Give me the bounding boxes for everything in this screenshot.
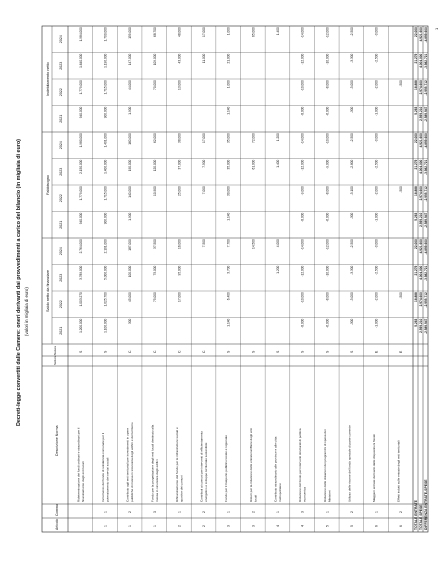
cell-value: 1.779.000	[78, 80, 83, 95]
cell-natura: S	[325, 350, 330, 353]
cell-articolo: 6	[399, 525, 404, 527]
cell-comma: 2	[251, 511, 256, 513]
cell-value: 1.190.000	[103, 53, 108, 68]
cell-value: 14.500	[251, 239, 256, 249]
cell-value: 2.764.000	[78, 239, 83, 254]
cell-value: 940.000	[78, 212, 83, 225]
cell-value: 16.000	[177, 239, 182, 249]
document-title: Decreti-legge convertiti dalle Camere: oneri derivanti dai provvedimenti a carico del bilancio (in migliaia di euro)	[16, 139, 22, 426]
cell-natura: C	[152, 350, 157, 353]
cell-value: -500	[399, 186, 404, 193]
cell-value: 1.779.000	[78, 186, 83, 201]
cell-value: 17.000	[177, 292, 182, 302]
cell-value: 1.900	[128, 212, 133, 221]
cell-value: 1.980.000	[78, 133, 83, 148]
total-value: 2.595.210	[419, 212, 423, 227]
cell-descrizione: Effetti indotti sulle entrate degli enti territoriali	[396, 440, 401, 502]
cell-comma: 1	[325, 511, 330, 513]
cell-value: -500	[399, 292, 404, 299]
total-value: 2.595.210	[419, 106, 423, 121]
total-value: 5.263	[414, 318, 418, 327]
cell-natura: C	[177, 350, 182, 353]
cell-natura: S	[349, 350, 354, 353]
cell-value: 4.000	[275, 239, 280, 248]
total-value: 4.004.000	[419, 265, 423, 280]
cell-descrizione: Ristori per la riduzione delle entrate tariffarie degli enti	[248, 428, 253, 502]
cell-value: -14.000	[300, 27, 305, 39]
cell-value: -2.500	[349, 239, 354, 249]
cell-descrizione: Fondo per il trasporto pubblico locale e regionale	[224, 435, 229, 502]
cell-natura: S	[300, 350, 305, 353]
cell-value: 1.400	[275, 159, 280, 168]
cell-value: -2.800	[349, 159, 354, 169]
cell-value: 25.000	[177, 186, 182, 196]
cell-comma: 3	[300, 511, 305, 513]
cell-value: -8.000	[300, 106, 305, 116]
cell-comma: 1	[275, 511, 280, 513]
cell-value: 3.700	[226, 265, 231, 274]
cell-natura: E	[374, 350, 379, 353]
cell-value: 17.000	[202, 133, 207, 143]
total-value: -4.899.600	[424, 239, 428, 255]
total-value: -2.589.947	[424, 318, 428, 334]
cell-value: 109.000	[152, 53, 157, 66]
cell-value: 1.140	[226, 106, 231, 115]
table-frame	[42, 26, 428, 532]
cell-value: 1.100.000	[103, 318, 108, 333]
cell-value: -2.500	[374, 159, 379, 169]
cell-articolo: 2	[202, 525, 207, 527]
cell-descrizione: messa in sicurezza degli edifici	[154, 459, 159, 502]
year-header: 2023	[59, 61, 63, 70]
year-header: 2022	[59, 194, 63, 203]
cell-value: 1.401.000	[103, 133, 108, 148]
cell-value: 7.700	[226, 239, 231, 248]
cell-natura: S	[251, 350, 256, 353]
cell-value: -10.000	[300, 292, 305, 304]
cell-value: -3.000	[349, 80, 354, 90]
cell-comma: 1	[374, 511, 379, 513]
total-value: 5.263	[414, 106, 418, 115]
cell-natura: S	[78, 350, 83, 353]
total-value: 2.974.600	[419, 80, 423, 95]
cell-value: 1.400.000	[103, 159, 108, 174]
cell-descrizione: Fondo per la progettazione degli enti locali destinato alla	[150, 424, 155, 502]
cell-descrizione: energetico e sviluppo territoriale sostenibile	[204, 442, 209, 502]
total-value: -3.982.721	[424, 159, 428, 175]
cell-value: -3.000	[374, 133, 379, 143]
cell-comma: 2	[202, 511, 207, 513]
cell-value: 1.140	[226, 212, 231, 221]
cell-value: 300	[128, 318, 133, 325]
cell-value: -2.500	[374, 265, 379, 275]
total-label: TOTALE SPESE	[419, 504, 423, 530]
total-value: -2.955.712	[424, 186, 428, 202]
year-header: 2022	[59, 88, 63, 97]
cell-value: -1.000	[374, 212, 379, 222]
cell-value: -8.000	[300, 212, 305, 222]
cell-value: 1.003.270	[78, 292, 83, 307]
cell-descrizione: Riduzione del fondo per interventi strutturali di politica	[298, 428, 303, 502]
cell-value: 65.000	[251, 27, 256, 37]
cell-value: 44.000	[128, 80, 133, 90]
cell-value: 2.101.000	[103, 239, 108, 254]
cell-value: 7.500	[202, 159, 207, 168]
cell-value: -3.000	[374, 239, 379, 249]
cell-value: -2.500	[349, 133, 354, 143]
landscape-table	[16, 26, 439, 532]
cell-value: 75.000	[152, 292, 157, 302]
cell-value: 95.000	[177, 265, 182, 276]
total-value: 2.974.600	[419, 186, 423, 201]
cell-articolo: 3	[251, 525, 256, 527]
cell-value: 72.000	[251, 133, 256, 143]
cell-value: 75.000	[152, 265, 157, 276]
cell-value: -12.000	[300, 159, 305, 171]
cell-value: 45.000	[128, 292, 133, 302]
cell-value: 7.000	[202, 186, 207, 195]
group-header-2: Indebitamento netto	[46, 62, 50, 96]
cell-descrizione: Ministeri	[327, 490, 332, 502]
cell-value: -6.000	[325, 212, 330, 222]
cell-descrizione: Rideterminazione dei fondi ordinari e straordinari per il	[76, 427, 81, 502]
year-header: 2024	[59, 247, 63, 256]
cell-value: -2.000	[374, 80, 379, 90]
year-header: 2021	[59, 220, 63, 229]
total-value: 21.279	[414, 159, 418, 170]
cell-comma: 1	[103, 511, 108, 513]
cell-value: -12.000	[300, 53, 305, 65]
cell-value: 43.000	[177, 53, 182, 64]
total-value: -4.899.600	[424, 27, 428, 43]
cell-descrizione: potenziamento dei servizi sociali	[105, 457, 110, 502]
cell-value: -12.000	[325, 27, 330, 39]
col-comma: Comma	[55, 504, 59, 516]
cell-value: 1.640.000	[78, 53, 83, 68]
document-subtitle: (valori in migliaia di euro)	[24, 287, 29, 336]
cell-articolo: 3	[226, 525, 231, 527]
cell-value: 3.789.000	[78, 265, 83, 280]
total-label: DIFFERENZA ENTRATE-SPESE	[424, 479, 428, 530]
cell-value: 35.000	[226, 133, 231, 143]
col-settore: Settore	[53, 355, 57, 365]
cell-descrizione: economica	[302, 487, 307, 502]
cell-value: 1.140	[226, 318, 231, 327]
cell-value: 5.000.000	[103, 265, 108, 280]
col-natura: Natura	[53, 345, 57, 355]
cell-descrizione: pubbliche di messa in sicurezza degli edifici e del territorio	[130, 422, 135, 502]
cell-value: 7.500	[202, 239, 207, 248]
total-value: -2.589.947	[424, 212, 428, 228]
cell-value: 147.000	[128, 53, 133, 66]
cell-value: -6.000	[325, 318, 330, 328]
cell-value: 2.150.000	[78, 159, 83, 174]
total-value: 4.004.000	[419, 53, 423, 68]
cell-articolo: 5	[325, 525, 330, 527]
cell-value: -9.000	[325, 159, 330, 169]
cell-value: 140.000	[128, 186, 133, 198]
total-value: 5.263	[414, 212, 418, 221]
cell-value: -14.000	[300, 239, 305, 251]
cell-descrizione: Utilizzo delle risorse del fondo speciale di parte corrente	[347, 425, 352, 502]
total-value: 21.279	[414, 53, 418, 64]
cell-value: 900.000	[103, 106, 108, 119]
cell-descrizione: Contributo agli enti territoriali per investimenti in opere	[125, 428, 130, 502]
cell-value: 1.025.700	[103, 292, 108, 307]
cell-value: 1.700.000	[103, 27, 108, 42]
total-value: 4.921.600	[419, 133, 423, 148]
total-value: 4.921.600	[419, 27, 423, 42]
cell-articolo: 6	[374, 525, 379, 527]
cell-descrizione: finanziamento degli enti locali	[80, 461, 85, 502]
total-value: 22.000	[414, 133, 418, 143]
cell-value: -3.000	[349, 292, 354, 302]
cell-value: 100.000	[128, 265, 133, 278]
cell-value: 1.900	[128, 106, 133, 115]
cell-descrizione: Contributo straordinario alle province e alle citta	[273, 436, 278, 502]
total-value: 18.888	[414, 292, 418, 302]
total-value: 2.595.210	[419, 318, 423, 333]
total-value: 2.974.600	[419, 292, 423, 307]
cell-value: 187.000	[128, 239, 133, 251]
cell-articolo: 1	[152, 525, 157, 527]
cell-value: 190.000	[128, 159, 133, 172]
cell-value: -3.100	[349, 186, 354, 196]
total-value: -3.982.721	[424, 265, 428, 281]
cell-descrizione: Riduzione delle dotazioni dei programmi di spesa dei	[322, 429, 327, 502]
cell-value: 30.000	[226, 186, 231, 196]
cell-value: -8.000	[325, 80, 330, 90]
cell-value: 37.500	[152, 239, 157, 249]
cell-value: 38.000	[177, 133, 182, 143]
year-header: 2024	[59, 141, 63, 150]
cell-value: -3.000	[374, 27, 379, 37]
cell-value: 10.900	[152, 186, 157, 196]
cell-value: -300	[349, 106, 354, 114]
cell-value: -10.000	[300, 80, 305, 92]
cell-value: -6.000	[325, 106, 330, 116]
total-value: -2.955.712	[424, 292, 428, 308]
cell-value: 1.000	[226, 80, 231, 89]
cell-value: -10.000	[325, 133, 330, 145]
cell-descrizione: Maggiori entrate derivanti dalle disposizioni fiscali	[372, 434, 377, 502]
cell-value: 6.400	[226, 292, 231, 301]
cell-value: 1.000	[226, 27, 231, 36]
cell-value: 13.000	[177, 80, 182, 90]
total-value: 18.888	[414, 186, 418, 196]
cell-value: 1.200	[275, 265, 280, 274]
cell-value: -3.300	[349, 53, 354, 63]
cell-value: 68.700	[152, 27, 157, 37]
cell-value: -12.000	[300, 265, 305, 277]
cell-value: -12.000	[325, 239, 330, 251]
cell-value: 37.000	[177, 159, 182, 170]
year-header: 2023	[59, 273, 63, 282]
cell-descrizione: Incremento del fondo di solidarieta comunale per il	[100, 432, 105, 502]
total-label: TOTALE ENTRATE	[414, 500, 418, 530]
cell-articolo: 1	[128, 525, 133, 527]
year-header: 2021	[59, 326, 63, 335]
cell-value: -1.000	[374, 318, 379, 328]
total-value: 18.888	[414, 80, 418, 90]
cell-natura: E	[399, 350, 404, 353]
cell-descrizione: Rifinanziamento del fondo per le infrastrutture sociali e	[174, 427, 179, 502]
cell-value: 11.000	[202, 53, 207, 64]
cell-value: -2.000	[374, 292, 379, 302]
cell-comma: 2	[349, 511, 354, 513]
cell-value: 35.000	[226, 159, 231, 170]
cell-value: -3.300	[349, 265, 354, 275]
cell-value: 62.000	[152, 133, 157, 143]
cell-articolo: 2	[177, 525, 182, 527]
cell-natura: S	[275, 350, 280, 353]
cell-articolo: 1	[103, 525, 108, 527]
total-value: 21.279	[414, 265, 418, 276]
cell-value: -2.500	[349, 27, 354, 37]
cell-value: 70.000	[152, 80, 157, 90]
year-header: 2024	[59, 35, 63, 44]
year-header: 2022	[59, 300, 63, 309]
cell-value: 21.000	[226, 53, 231, 64]
cell-value: 159.000	[128, 27, 133, 39]
cell-value: 1.715.000	[103, 186, 108, 201]
cell-comma: 2	[399, 511, 404, 513]
cell-value: 48.000	[177, 27, 182, 37]
total-value: -2.589.947	[424, 106, 428, 122]
col-descrizione: Descrizione Norma	[55, 425, 59, 456]
cell-value: -300	[349, 318, 354, 326]
cell-value: -10.000	[325, 53, 330, 65]
cell-natura: S	[103, 350, 108, 353]
cell-value: 900.000	[103, 212, 108, 225]
year-header: 2021	[59, 114, 63, 123]
cell-descrizione: Contributi ai comuni per interventi di efficientamento	[199, 430, 204, 502]
cell-value: -14.000	[300, 133, 305, 145]
cell-natura: C	[202, 350, 207, 353]
cell-comma: 1	[177, 511, 182, 513]
cell-value: -9.000	[300, 186, 305, 196]
cell-value: 1.200.000	[78, 318, 83, 333]
group-header-1: Fabbisogno	[46, 175, 50, 195]
cell-articolo: 4	[300, 525, 305, 527]
cell-value: 1.200	[275, 133, 280, 142]
cell-descrizione: metropolitane	[278, 483, 283, 502]
cell-value: -300	[349, 212, 354, 220]
cell-value: -8.000	[300, 318, 305, 328]
cell-natura: S	[226, 350, 231, 353]
total-value: -4.899.600	[424, 133, 428, 149]
cell-value: -8.000	[325, 292, 330, 302]
cell-value: 940.000	[78, 106, 83, 119]
total-value: 22.000	[414, 239, 418, 249]
cell-value: 61.000	[251, 159, 256, 170]
col-articolo: Articolo	[55, 518, 59, 530]
cell-value: 120.000	[152, 159, 157, 172]
total-value: -2.955.712	[424, 80, 428, 96]
cell-descrizione: locali	[253, 494, 258, 502]
cell-value: 1.400	[275, 27, 280, 36]
cell-value: -2.500	[374, 53, 379, 63]
page-number: 1	[434, 27, 439, 30]
year-header: 2023	[59, 167, 63, 176]
cell-natura: C	[128, 350, 133, 353]
cell-value: 17.000	[202, 27, 207, 37]
total-value: -3.982.721	[424, 53, 428, 69]
cell-value: -8.000	[325, 186, 330, 196]
cell-value: 1.984.000	[78, 27, 83, 42]
cell-comma: 1	[226, 511, 231, 513]
cell-articolo: 4	[275, 525, 280, 527]
cell-value: -2.000	[374, 186, 379, 196]
total-value: 4.004.000	[419, 159, 423, 174]
cell-value: 160.000	[128, 133, 133, 145]
cell-comma: 3	[152, 511, 157, 513]
cell-value: -1.000	[374, 106, 379, 116]
total-value: 4.921.600	[419, 239, 423, 254]
group-header-0: Saldo netto da finanziare	[46, 269, 50, 313]
cell-articolo: 5	[349, 525, 354, 527]
cell-descrizione: sportive dei comuni	[179, 475, 184, 502]
total-value: 22.000	[414, 27, 418, 37]
cell-value: -10.000	[325, 265, 330, 277]
cell-value: 1.715.000	[103, 80, 108, 95]
cell-value: -500	[399, 80, 404, 87]
cell-comma: 2	[128, 511, 133, 513]
